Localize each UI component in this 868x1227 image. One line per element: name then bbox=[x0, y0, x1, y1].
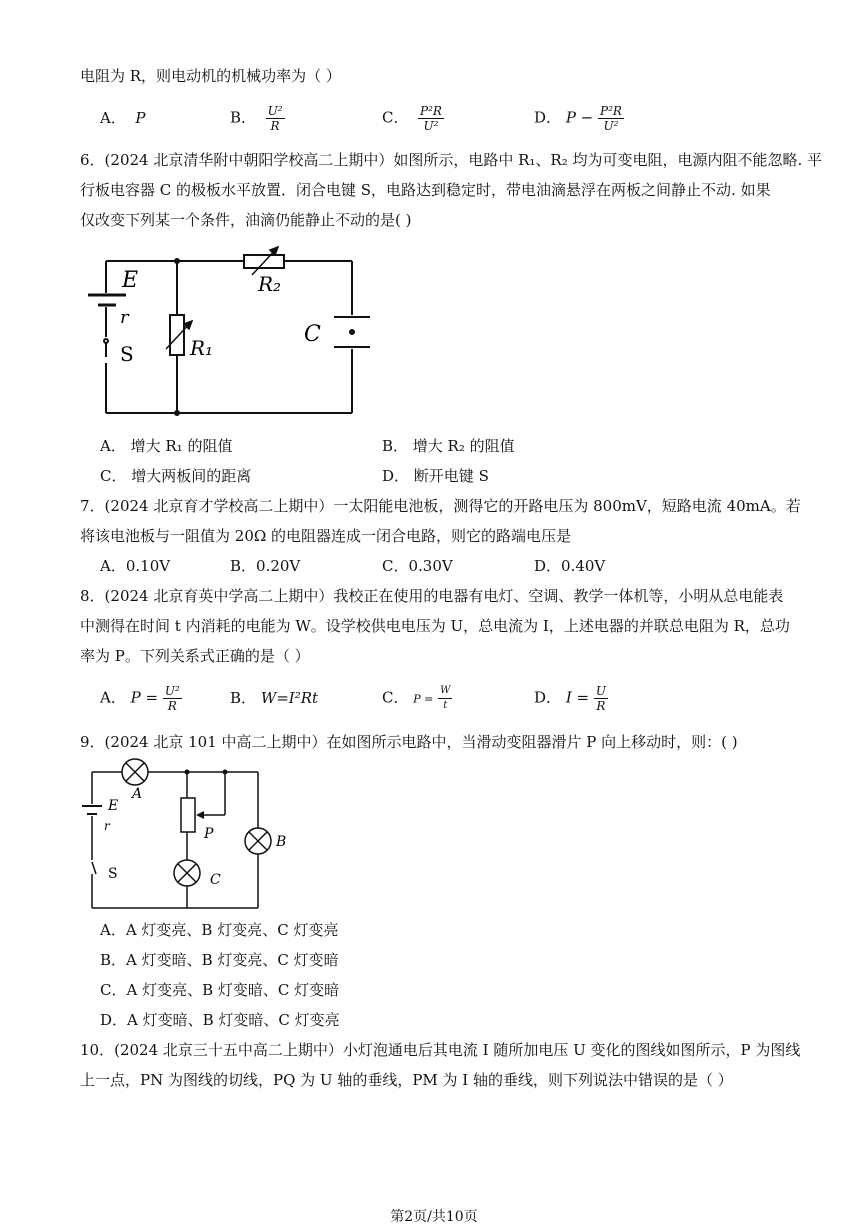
label-E: E bbox=[108, 798, 119, 814]
q6-option-d: D． 断开电键 S bbox=[382, 467, 489, 485]
junction-top bbox=[174, 258, 180, 264]
slider-arrow bbox=[196, 811, 204, 819]
label-E: E bbox=[122, 268, 139, 293]
q9-option-c: C．A 灯变亮、B 灯变暗、C 灯变暗 bbox=[100, 981, 340, 999]
q8-option-d: D． I = $\frac{U}{R}$ bbox=[534, 684, 606, 713]
q9-option-b: B．A 灯变暗、B 灯变亮、C 灯变暗 bbox=[100, 951, 339, 969]
q8-option-c: C． P = $\frac{W}{t}$ bbox=[382, 685, 451, 711]
q5-option-a: A． P bbox=[100, 109, 146, 127]
label-S: S bbox=[108, 866, 118, 882]
q5-option-b: B． $\frac{\text{U²}}{R}$ bbox=[230, 104, 283, 133]
q9-option-d: D．A 灯变暗、B 灯变暗、C 灯变亮 bbox=[100, 1011, 340, 1029]
q6-circuit-diagram bbox=[80, 245, 380, 425]
junction-bottom bbox=[174, 410, 180, 416]
junction-1 bbox=[185, 770, 190, 775]
q9-stem-line1: 9．(2024 北京 101 中高二上期中）在如图所示电路中，当滑动变阻器滑片 P 向上移动时，则：( ) bbox=[80, 733, 738, 751]
q9-option-a: A．A 灯变亮、B 灯变亮、C 灯变亮 bbox=[100, 921, 339, 939]
q7-option-c: C．0.30V bbox=[382, 557, 453, 575]
q5-option-d: D． P − $\frac{\text{P²R}}{\text{U²}}$ bbox=[534, 104, 622, 133]
q8-stem-line3: 率为 P。下列关系式正确的是（ ） bbox=[80, 647, 310, 665]
q7-option-b: B．0.20V bbox=[230, 557, 301, 575]
q5-tail: 电阻为 R，则电动机的机械功率为（ ） bbox=[80, 67, 341, 85]
label-S: S bbox=[120, 342, 134, 366]
q7-option-a: A．0.10V bbox=[100, 557, 171, 575]
q6-option-a: A． 增大 R₁ 的阻值 bbox=[100, 437, 233, 455]
q5-option-c: C． $\frac{\text{P²R}}{\text{U²}}$ bbox=[382, 104, 442, 133]
q8-option-a: A． P = $\frac{\text{U²}}{R}$ bbox=[100, 684, 180, 713]
label-R1: R₁ bbox=[190, 336, 214, 360]
label-r: r bbox=[104, 819, 110, 833]
q6-option-b: B． 增大 R₂ 的阻值 bbox=[382, 437, 515, 455]
page-footer: 第2页/共10页 bbox=[390, 1209, 478, 1225]
q7-stem-line1: 7．(2024 北京育才学校高二上期中）一太阳能电池板，测得它的开路电压为 800mV，短路电流 40mA。若 bbox=[80, 497, 801, 515]
q8-stem-line1: 8．(2024 北京育英中学高二上期中）我校正在使用的电器有电灯、空调、教学一体机等，小明从总电能表 bbox=[80, 587, 784, 605]
q7-option-d: D．0.40V bbox=[534, 557, 606, 575]
q8-stem-line2: 中测得在时间 t 内消耗的电能为 W。设学校供电电压为 U，总电流为 I，上述电器的并联总电阻为 R，总功 bbox=[80, 617, 790, 635]
oil-drop bbox=[349, 329, 355, 335]
label-r: r bbox=[120, 307, 129, 328]
q10-stem-line2: 上一点，PN 为图线的切线，PQ 为 U 轴的垂线，PM 为 I 轴的垂线，则下列说法中错误的是（ ） bbox=[80, 1071, 733, 1089]
label-P: P bbox=[204, 826, 214, 842]
label-C: C bbox=[304, 322, 321, 347]
q6-option-c: C． 增大两板间的距离 bbox=[100, 467, 252, 485]
label-A: A bbox=[132, 786, 143, 802]
q10-stem-line1: 10．(2024 北京三十五中高二上期中）小灯泡通电后其电流 I 随所加电压 U 变化的图线如图所示，P 为图线 bbox=[80, 1041, 801, 1059]
q9-circuit-diagram bbox=[80, 760, 300, 910]
q7-stem-line2: 将该电池板与一阻值为 20Ω 的电阻器连成一闭合电路，则它的路端电压是 bbox=[80, 527, 572, 545]
label-R2: R₂ bbox=[258, 272, 282, 296]
label-C: C bbox=[210, 872, 221, 888]
q6-stem-line1: 6．(2024 北京清华附中朝阳学校高二上期中）如图所示，电路中 R₁、R₂ 均为可变电阻，电源内阻不能忽略. 平 bbox=[80, 151, 823, 169]
junction-2 bbox=[223, 770, 228, 775]
q8-option-b: B． W=I²Rt bbox=[230, 689, 319, 707]
label-B: B bbox=[276, 834, 287, 850]
q6-stem-line2: 行板电容器 C 的极板水平放置．闭合电键 S，电路达到稳定时，带电油滴悬浮在两板之间静止不动. 如果 bbox=[80, 181, 771, 199]
q6-stem-line3: 仅改变下列某一个条件，油滴仍能静止不动的是( ) bbox=[80, 211, 412, 229]
